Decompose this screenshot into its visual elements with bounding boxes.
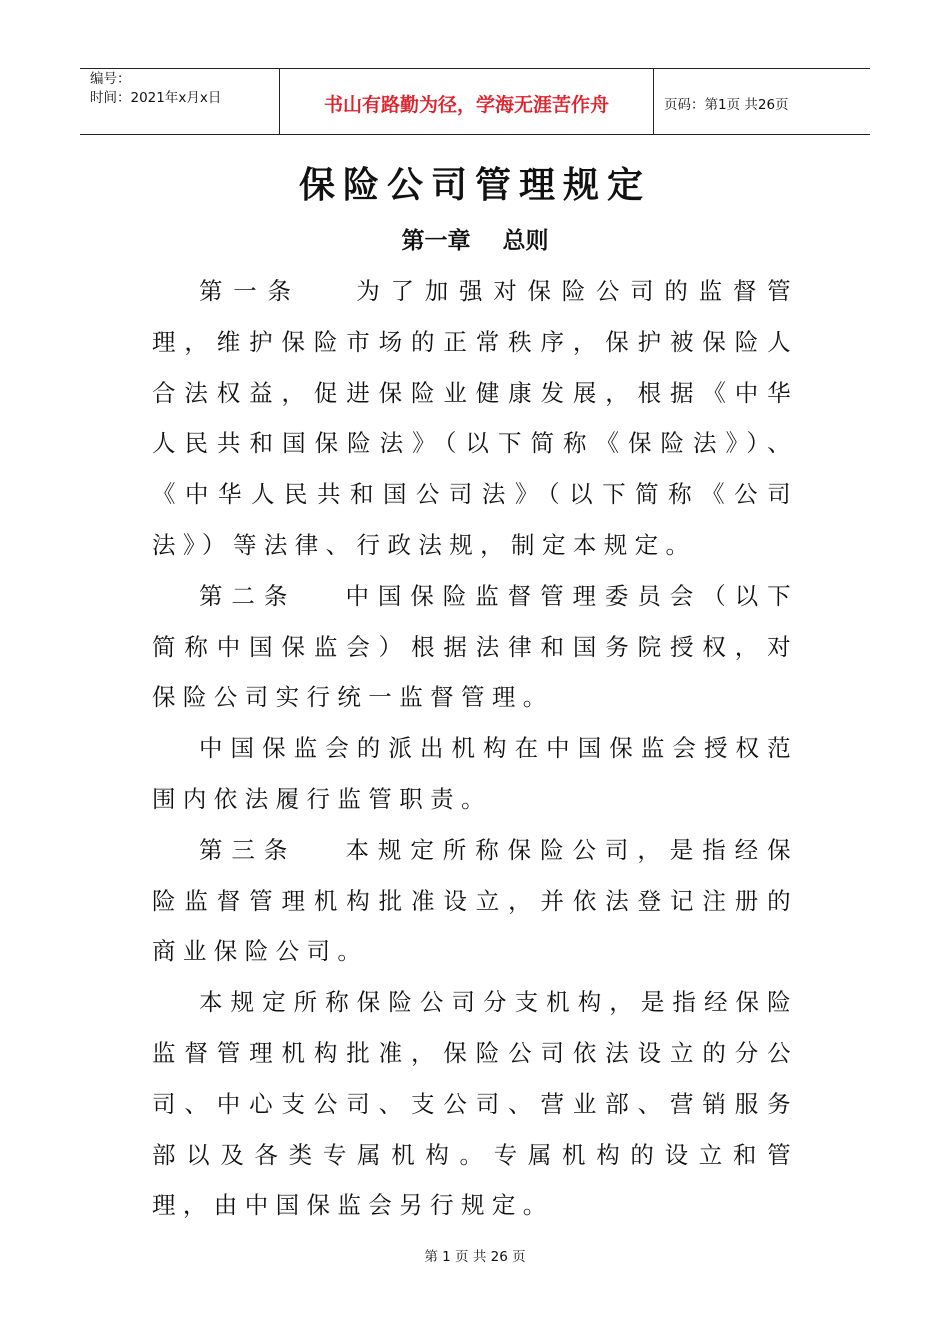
- header-motto: 书山有路勤为径，学海无涯苦作舟: [280, 69, 654, 134]
- serial-number-label: 编号：: [90, 71, 131, 87]
- document-header: [80, 68, 870, 135]
- paragraph: 中国保监会的派出机构在中国保监会授权范围内依法履行监管职责。: [152, 734, 798, 813]
- date-label: 时间：2021年x月x日: [90, 90, 222, 106]
- chapter-heading: 第一章 总则: [401, 228, 549, 254]
- page-footer: 第 1 页 共 26 页: [424, 1249, 526, 1265]
- paragraph: 第二条 中国保险监督管理委员会（以下简称中国保监会）根据法律和国务院授权，对保险公司实行统一监督管理。: [152, 581, 798, 712]
- paragraph: 本规定所称保险公司分支机构，是指经保险监督管理机构批准，保险公司依法设立的分公司、中心支公司、支公司、营业部、营销服务部以及各类专属机构。专属机构的设立和管理，由中国保监会另行规定。: [152, 988, 798, 1220]
- header-meta: [80, 69, 280, 134]
- document-body: [152, 266, 798, 1231]
- header-page-info: 页码：第1页 共26页: [664, 96, 789, 113]
- document-title: 保险公司管理规定: [298, 164, 651, 206]
- paragraph: 第一条 为了加强对保险公司的监督管理，维护保险市场的正常秩序，保护被保险人合法权益，促进保险业健康发展，根据《中华人民共和国保险法》（以下简称《保险法》）、《中华人民共和国公司法》（以下简称《公司法》）等法律、行政法规，制定本规定。: [152, 277, 798, 559]
- paragraph: 第三条 本规定所称保险公司，是指经保险监督管理机构批准设立，并依法登记注册的商业保险公司。: [152, 835, 798, 966]
